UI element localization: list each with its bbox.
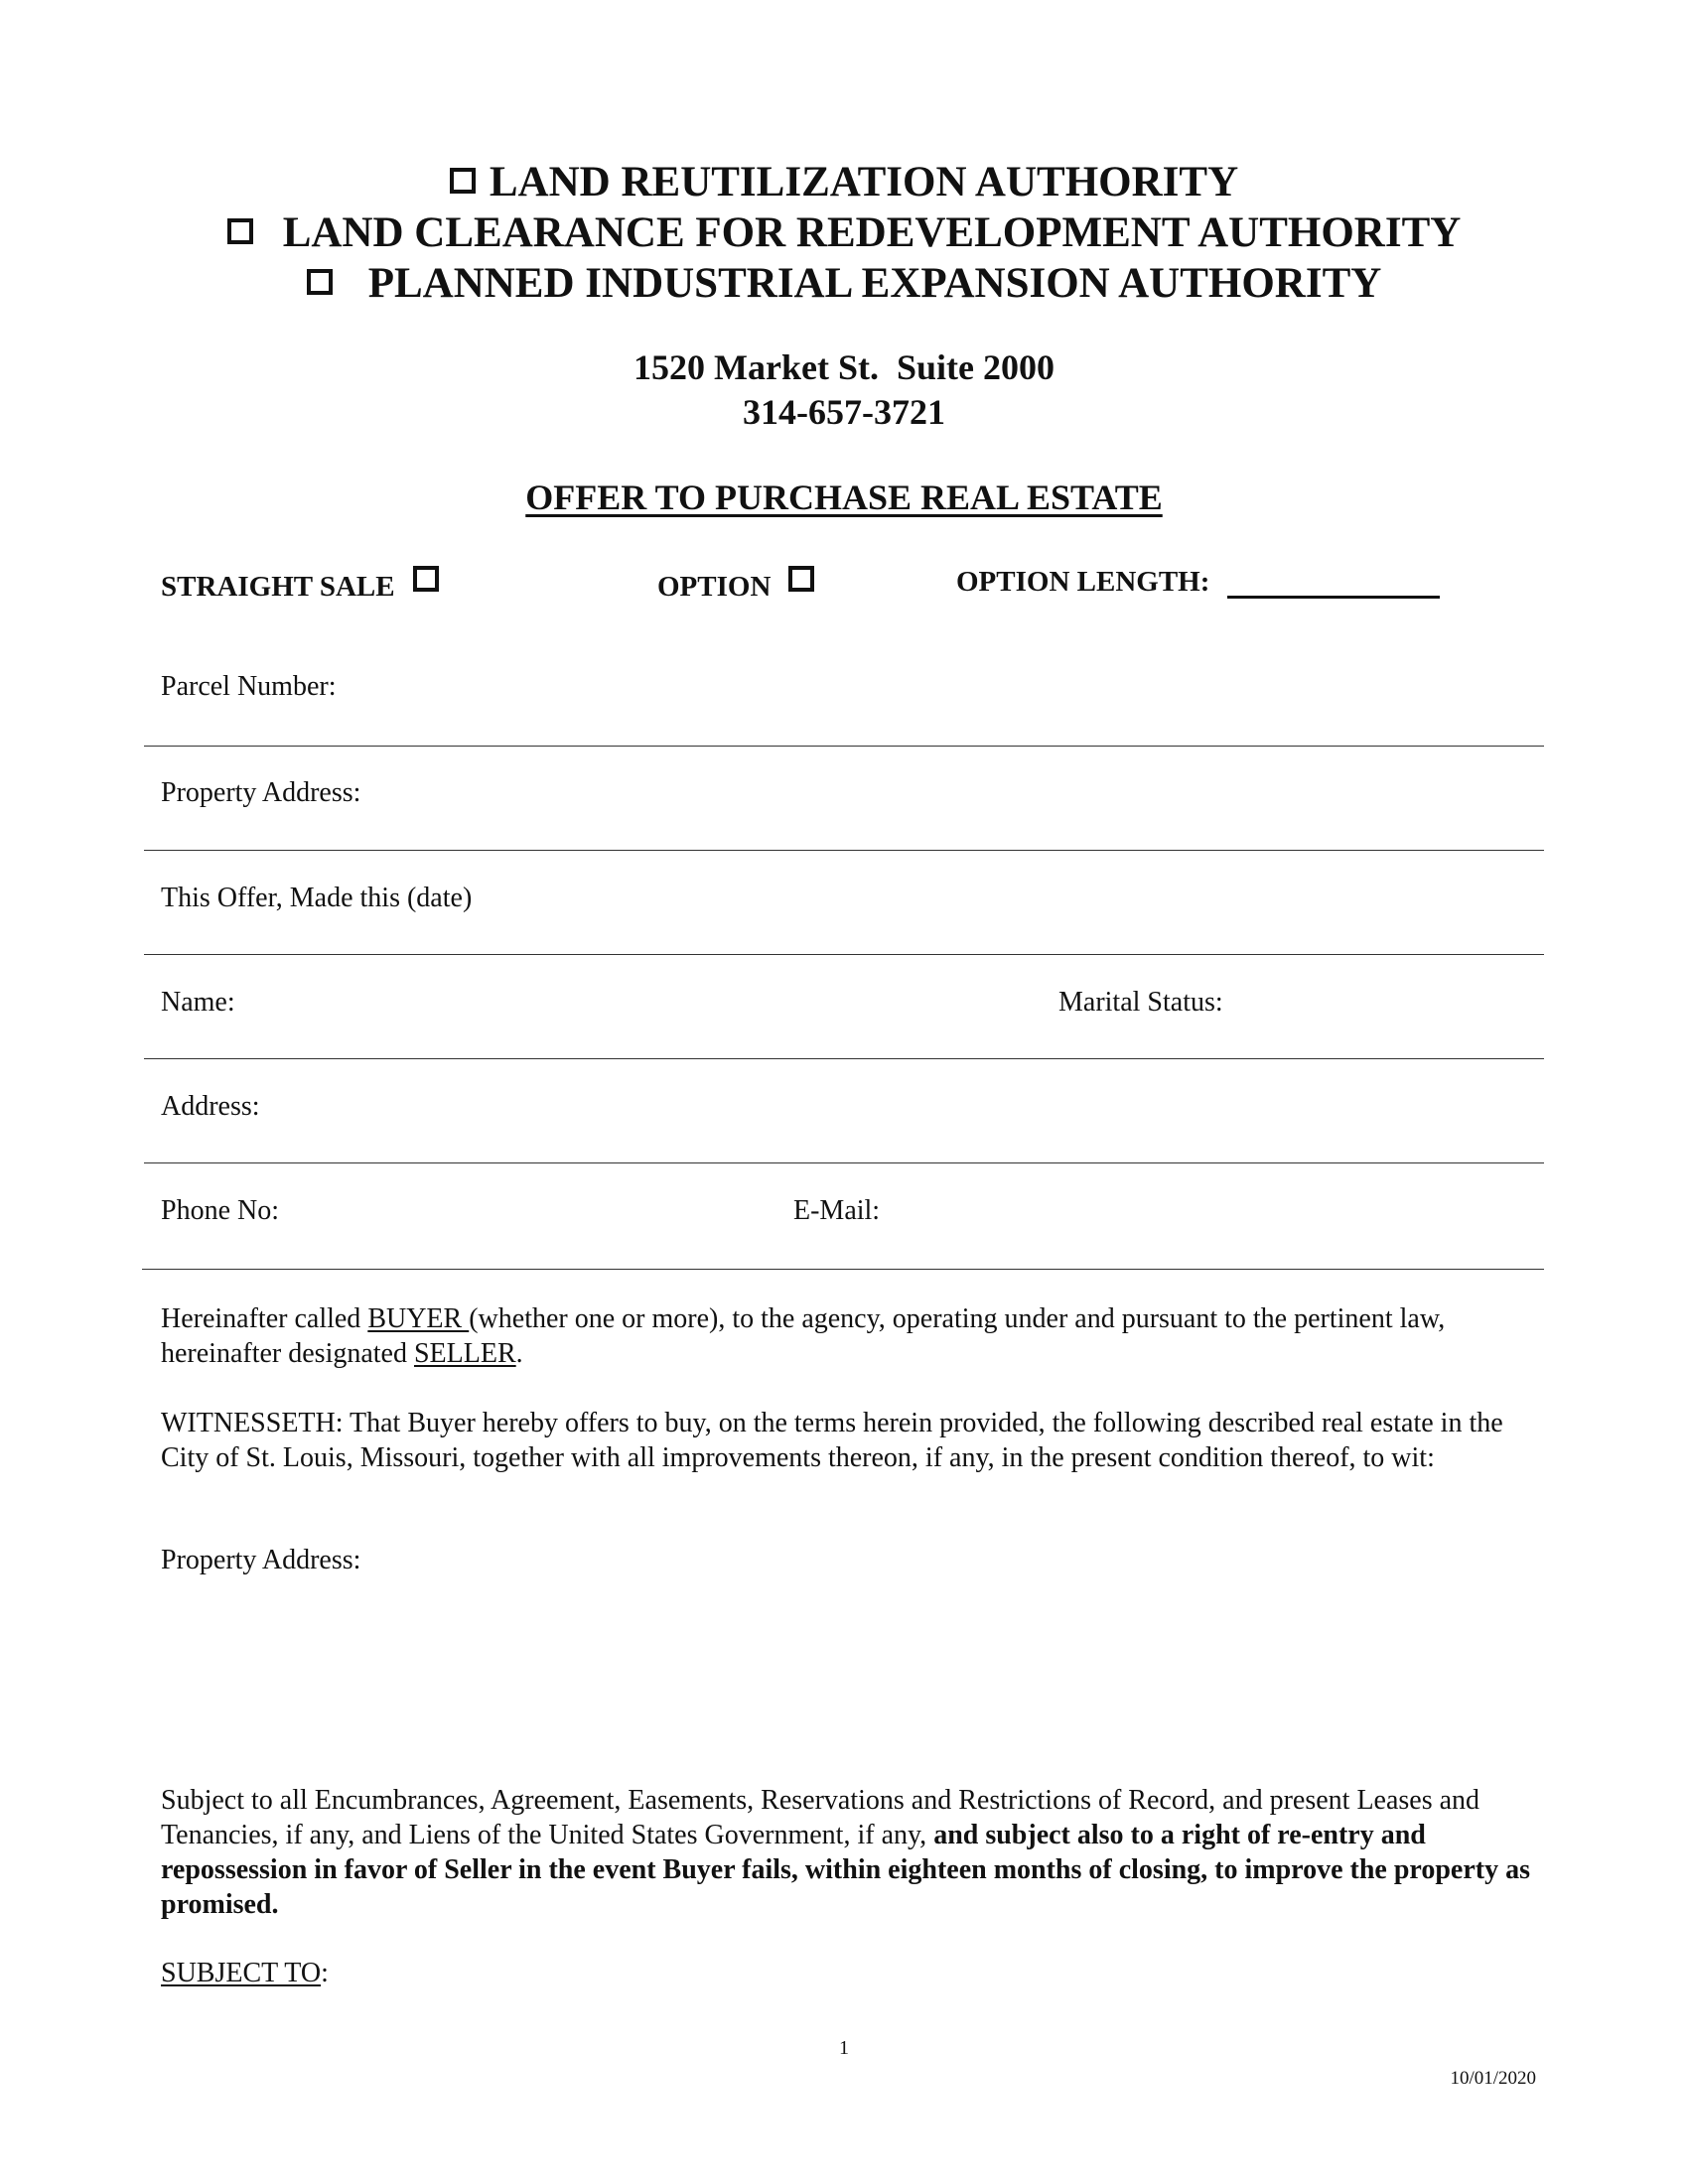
straight-sale-checkbox[interactable] — [413, 566, 439, 592]
marital-status-label: Marital Status: — [1058, 987, 1223, 1018]
buyer-term: BUYER — [367, 1303, 470, 1334]
revision-date: 10/01/2020 — [1450, 2068, 1536, 2089]
subject-to-colon: : — [321, 1958, 329, 1988]
encumbrances-text: Subject to all Encumbrances, Agreement, Easements, Reservations and Restrictions of Record, and present Leases and Tenancies, if any, and Liens of the United States Government, if any, — [161, 1785, 1480, 1850]
subject-to-label: SUBJECT TO — [161, 1958, 322, 1988]
property-address-input-line[interactable] — [144, 850, 1544, 851]
form-title: OFFER TO PURCHASE REAL ESTATE — [525, 478, 1163, 517]
address-input-line[interactable] — [144, 1162, 1544, 1163]
seller-term: SELLER — [413, 1338, 516, 1369]
straight-sale-label: STRAIGHT SALE — [161, 571, 395, 603]
parcel-number-label: Parcel Number: — [161, 671, 337, 702]
option-length-input[interactable] — [1227, 566, 1440, 599]
offer-date-label: This Offer, Made this (date) — [161, 883, 473, 913]
option-checkbox[interactable] — [788, 566, 814, 592]
email-label: E-Mail: — [793, 1195, 881, 1226]
paragraph-period: . — [515, 1338, 523, 1369]
phone-label: Phone No: — [161, 1195, 279, 1226]
offer-date-input-line[interactable] — [144, 954, 1544, 955]
lcra-label: LAND CLEARANCE FOR REDEVELOPMENT AUTHORITY — [282, 209, 1462, 256]
buyer-intro-text: Hereinafter called — [161, 1303, 368, 1334]
page-number: 1 — [839, 2037, 849, 2059]
option-length-field — [956, 566, 1440, 606]
buyer-seller-paragraph — [161, 1301, 1541, 1371]
parcel-number-input-line[interactable] — [144, 746, 1544, 747]
agency-address: 1520 Market St. Suite 2000 — [633, 347, 1055, 387]
straight-sale-option — [161, 566, 439, 606]
authority-option-lcra — [0, 207, 1688, 258]
authority-option-lra — [0, 157, 1688, 207]
name-label: Name: — [161, 987, 235, 1018]
name-input-line[interactable] — [144, 1058, 1544, 1059]
reentry-clause: and subject also to a right of re-entry and repossession in favor of Seller in the event Buyer fails, within eighteen months of closing, to improve the property as promised. — [161, 1820, 1530, 1920]
phone-email-input-line[interactable] — [142, 1269, 1544, 1270]
agency-phone: 314-657-3721 — [743, 392, 945, 432]
lra-label: LAND REUTILIZATION AUTHORITY — [489, 159, 1239, 205]
option-label: OPTION — [657, 571, 772, 603]
authority-option-piea — [0, 258, 1688, 309]
lcra-checkbox[interactable] — [227, 218, 253, 244]
described-property-address-label: Property Address: — [161, 1545, 361, 1575]
buyer-seller-text: (whether one or more), to the agency, operating under and pursuant to the pertinent law, hereinafter designated — [161, 1303, 1446, 1369]
subject-to-heading — [161, 1958, 329, 1989]
option-option — [657, 566, 814, 606]
piea-label: PLANNED INDUSTRIAL EXPANSION AUTHORITY — [367, 260, 1382, 307]
authority-checklist — [0, 157, 1688, 309]
address-label: Address: — [161, 1091, 260, 1122]
option-length-label: OPTION LENGTH: — [956, 566, 1210, 598]
encumbrances-paragraph — [161, 1783, 1541, 1922]
lra-checkbox[interactable] — [450, 168, 476, 194]
piea-checkbox[interactable] — [307, 269, 333, 295]
property-address-label: Property Address: — [161, 777, 361, 808]
agency-contact — [0, 345, 1688, 435]
witnesseth-paragraph: WITNESSETH: That Buyer hereby offers to buy, on the terms herein provided, the following described real estate in the City of St. Louis, Missouri, together with all improvements thereon, if any, in the present condition thereof, to wit: — [161, 1408, 1503, 1473]
